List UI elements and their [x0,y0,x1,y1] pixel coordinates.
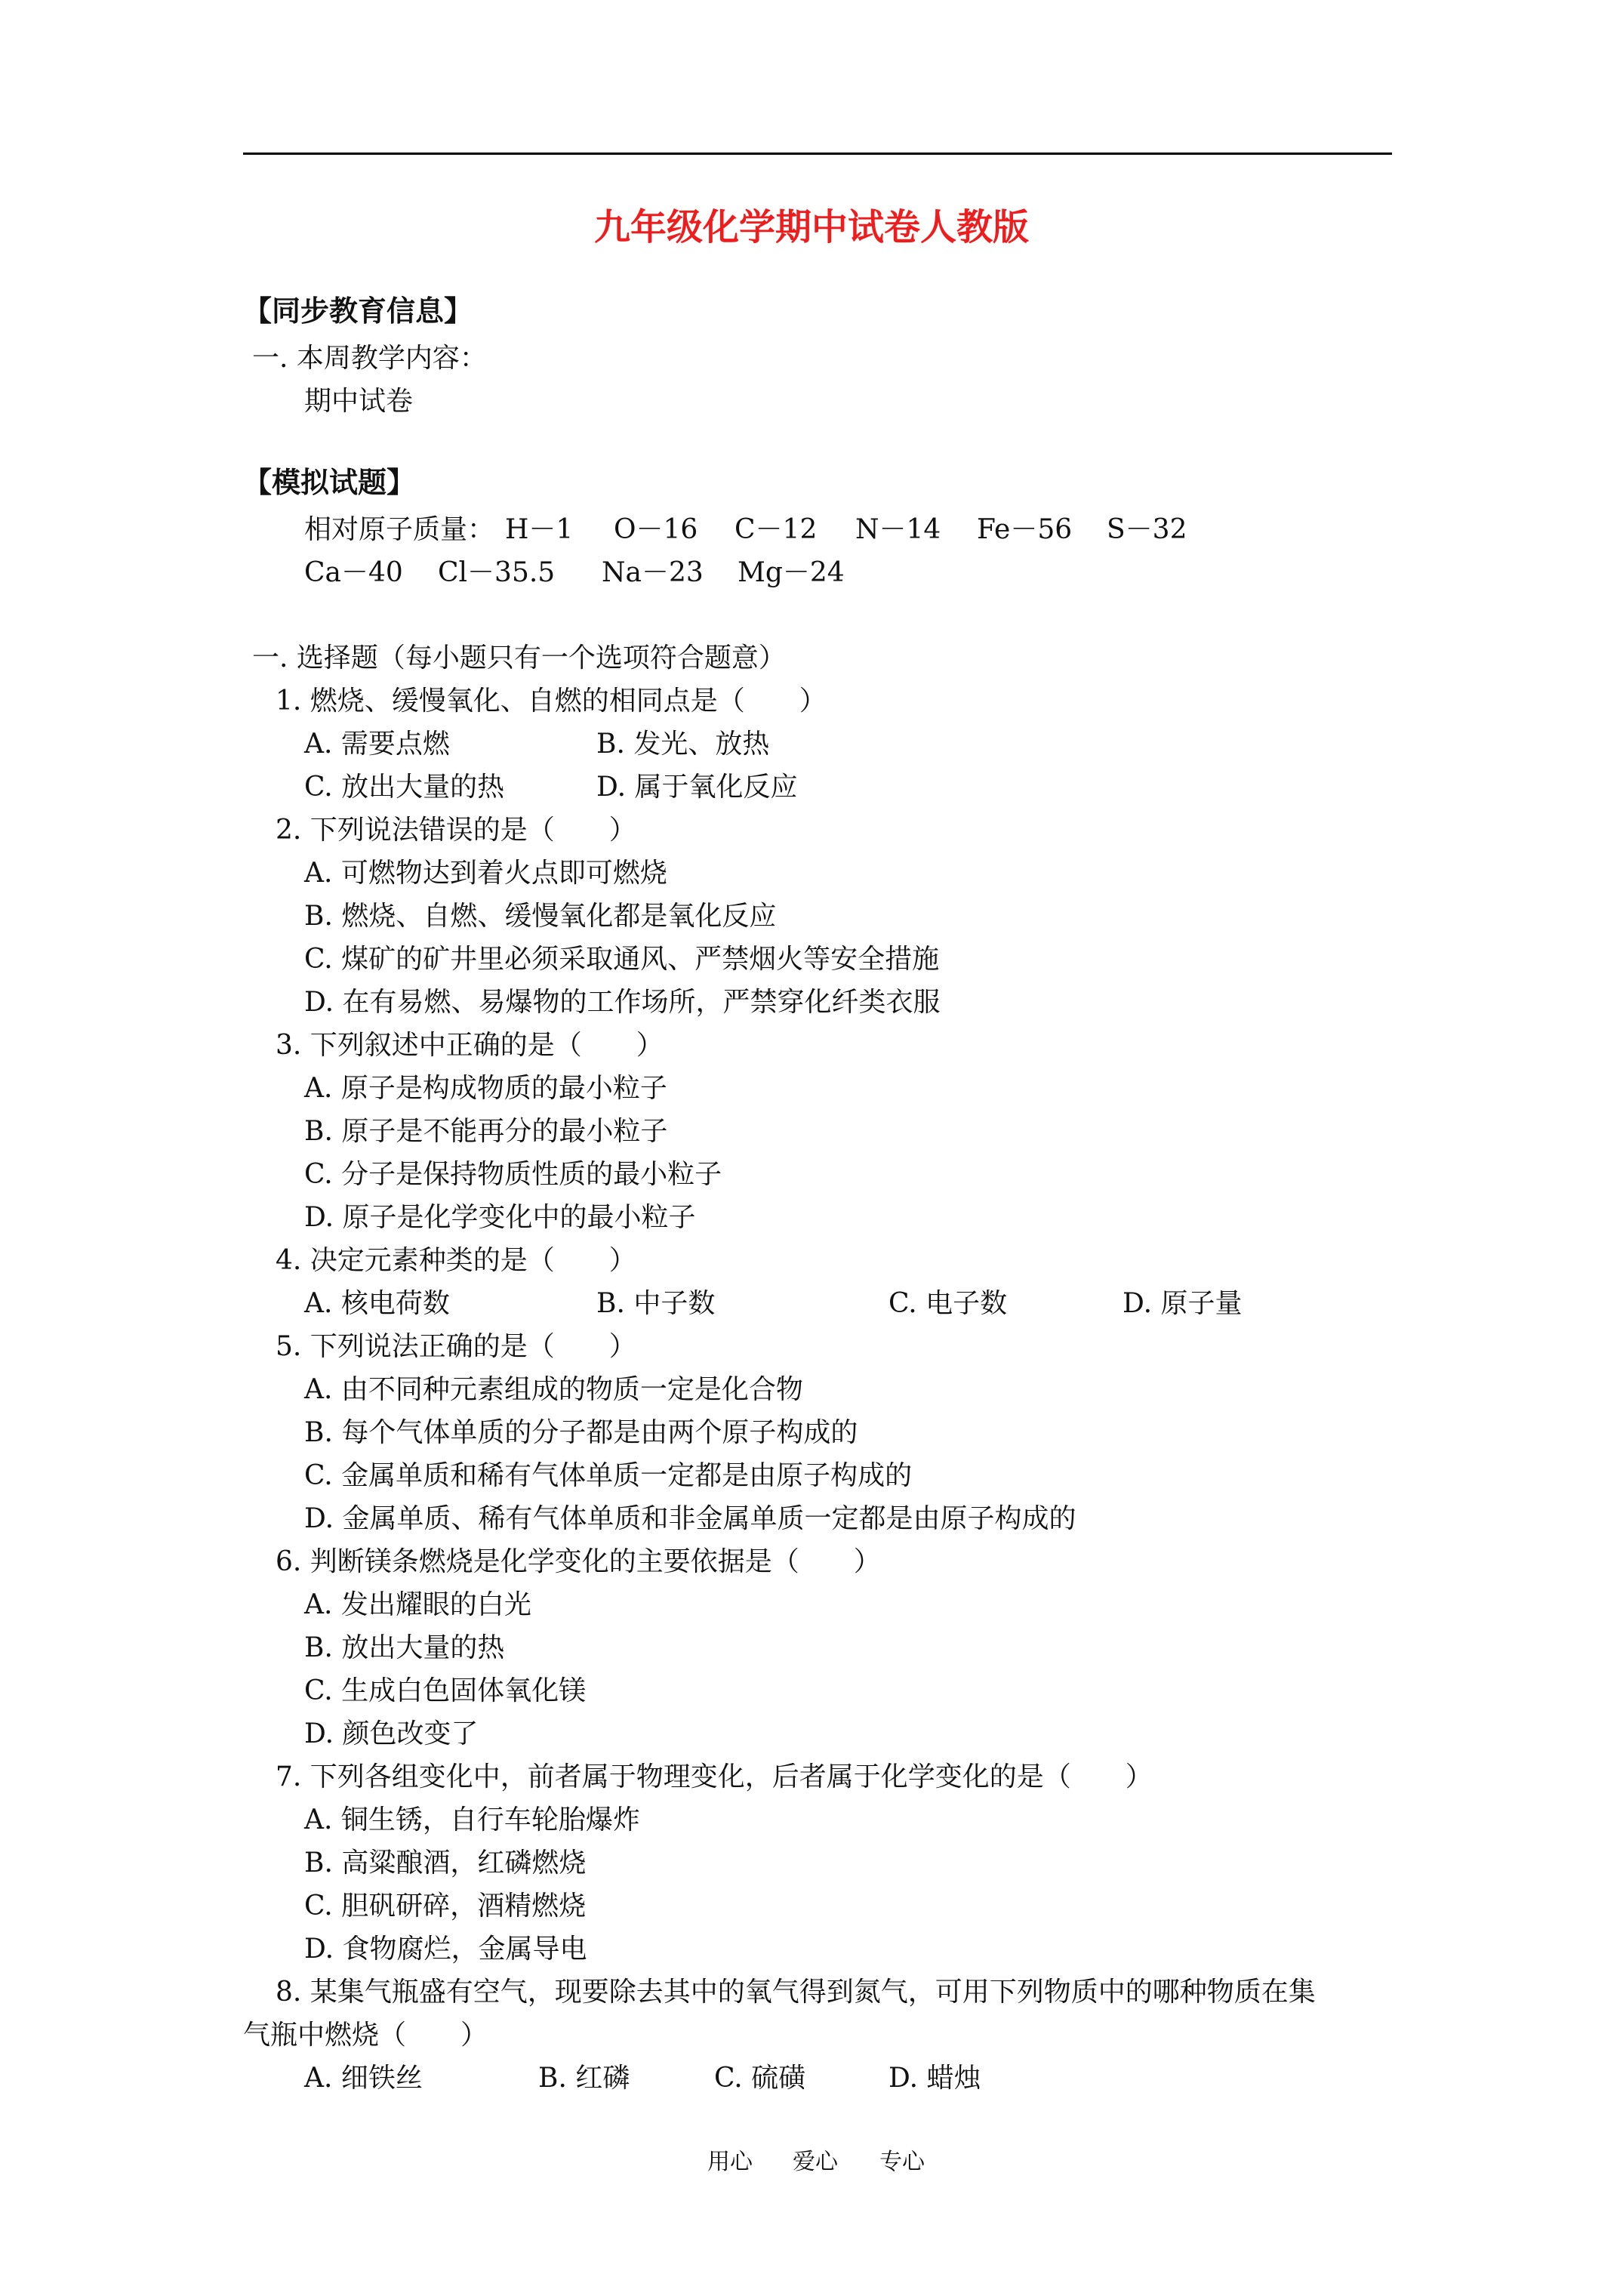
atomic-mass-fe: Fe－56 [977,514,1073,545]
footer-text: 用心 [707,2149,753,2175]
option: A. 原子是构成物质的最小粒子 [304,1073,667,1104]
option: A. 细铁丝 [304,2063,423,2094]
option: A. 可燃物达到着火点即可燃烧 [304,858,667,889]
option: C. 胆矾研碎，酒精燃烧 [304,1891,587,1922]
footer-text: 爱心 [793,2149,838,2175]
option: A. 由不同种元素组成的物质一定是化合物 [304,1374,803,1405]
option: C. 分子是保持物质性质的最小粒子 [304,1159,722,1190]
option: A. 核电荷数 [304,1288,450,1319]
footer-text: 专心 [879,2149,925,2175]
option: B. 燃烧、自燃、缓慢氧化都是氧化反应 [304,901,777,932]
option: C. 电子数 [888,1288,1008,1319]
atomic-mass-n: N－14 [855,514,941,545]
atomic-mass-cl: Cl－35.5 [438,557,556,588]
question-stem: 6. 判断镁条燃烧是化学变化的主要依据是（ ） [276,1546,881,1577]
question-stem: 4. 决定元素种类的是（ ） [276,1245,636,1276]
option: D. 属于氧化反应 [596,772,798,803]
option: D. 蜡烛 [888,2063,981,2094]
question-stem: 7. 下列各组变化中，前者属于物理变化，后者属于化学变化的是（ ） [276,1761,1153,1792]
sync-info-content: 期中试卷 [304,386,414,417]
option: D. 原子量 [1123,1288,1243,1319]
option: B. 高粱酿酒，红磷燃烧 [304,1848,587,1878]
option: A. 发出耀眼的白光 [304,1589,531,1620]
option: C. 硫磺 [714,2063,806,2094]
atomic-mass-ca: Ca－40 [304,557,403,588]
option: B. 中子数 [596,1288,716,1319]
atomic-mass-o: O－16 [614,514,698,545]
option: B. 放出大量的热 [304,1632,505,1663]
sync-info-section-label: 一. 本周教学内容： [252,343,487,374]
option: A. 需要点燃 [304,729,450,760]
atomic-mass-mg: Mg－24 [738,557,845,588]
atomic-mass-c: C－12 [735,514,818,545]
option: A. 铜生锈，自行车轮胎爆炸 [304,1804,640,1835]
question-stem: 3. 下列叙述中正确的是（ ） [276,1030,664,1061]
atomic-mass-s: S－32 [1107,514,1187,545]
option: C. 金属单质和稀有气体单质一定都是由原子构成的 [304,1460,913,1491]
atomic-mass-h: H－1 [505,514,574,545]
option: B. 发光、放热 [596,729,770,760]
atomic-masses-label: 相对原子质量： [304,514,495,545]
option: B. 原子是不能再分的最小粒子 [304,1116,668,1147]
option: D. 食物腐烂，金属导电 [304,1934,587,1965]
atomic-mass-na: Na－23 [602,557,704,588]
page-title: 九年级化学期中试卷人教版 [593,206,1029,248]
option: D. 颜色改变了 [304,1718,479,1749]
option: C. 生成白色固体氧化镁 [304,1675,587,1706]
option: D. 金属单质、稀有气体单质和非金属单质一定都是由原子构成的 [304,1503,1076,1534]
option: B. 每个气体单质的分子都是由两个原子构成的 [304,1417,858,1448]
sync-info-header: 【同步教育信息】 [243,294,473,328]
question-stem: 2. 下列说法错误的是（ ） [276,815,636,846]
question-stem: 1. 燃烧、缓慢氧化、自燃的相同点是（ ） [276,686,827,717]
question-stem: 8. 某集气瓶盛有空气，现要除去其中的氧气得到氮气，可用下列物质中的哪种物质在集 [276,1977,1316,2008]
option: C. 煤矿的矿井里必须采取通风、严禁烟火等安全措施 [304,944,940,975]
header-rule [243,153,1392,155]
option: D. 原子是化学变化中的最小粒子 [304,1202,696,1233]
option: C. 放出大量的热 [304,772,505,803]
mock-header: 【模拟试题】 [243,466,416,499]
option: D. 在有易燃、易爆物的工作场所，严禁穿化纤类衣服 [304,987,941,1018]
question-stem: 5. 下列说法正确的是（ ） [276,1331,636,1362]
option: B. 红磷 [538,2063,630,2094]
question-stem-continued: 气瓶中燃烧（ ） [243,2020,488,2051]
section-title: 一. 选择题（每小题只有一个选项符合题意） [252,643,786,673]
